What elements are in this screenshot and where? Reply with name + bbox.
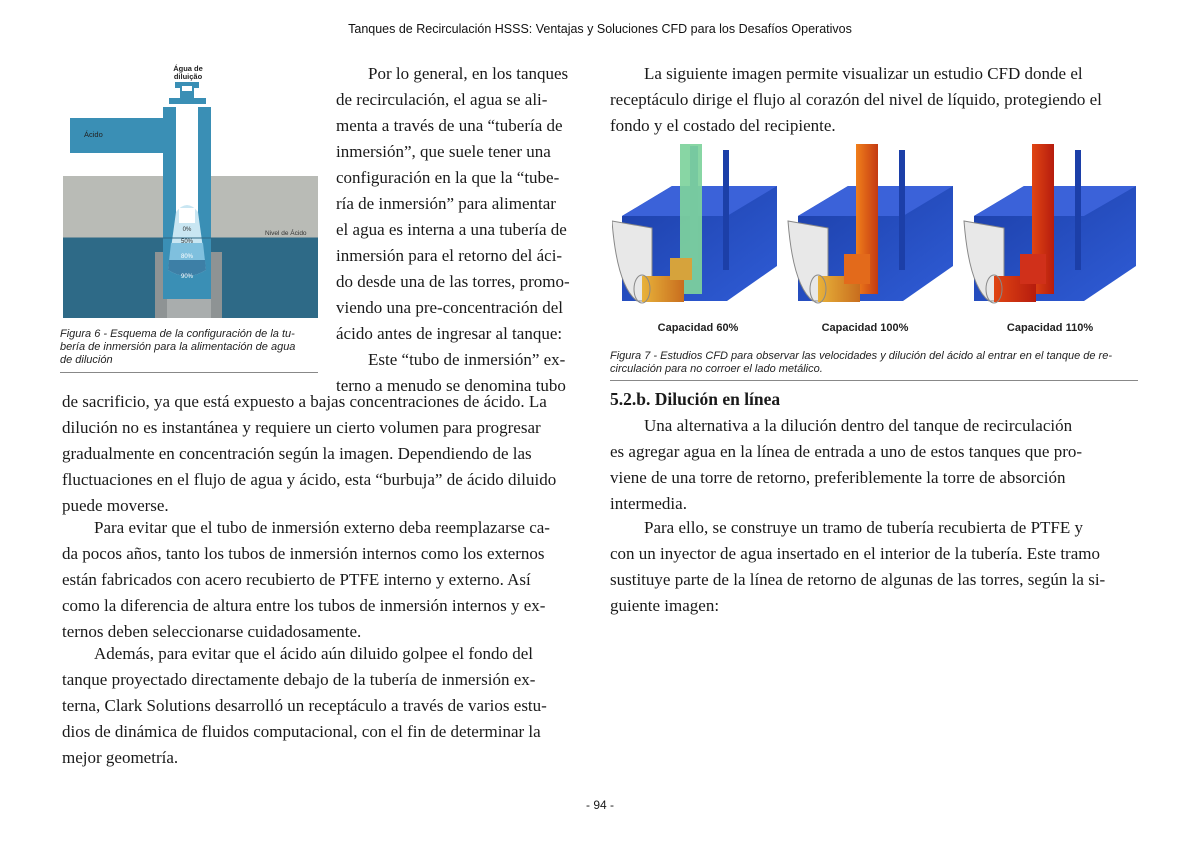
caption-line: Figura 7 - Estudios CFD para observar las velocidades y dilución del ácido al entrar en el tanque de re- bbox=[610, 350, 1112, 362]
pct-50: 50% bbox=[180, 239, 194, 245]
text-line: dios de dinámica de fluidos computacional, con el fin de determinar la bbox=[62, 722, 541, 741]
caption-line: de dilución bbox=[60, 354, 113, 366]
text-line: guiente imagen: bbox=[610, 596, 720, 615]
text-line: terna, Clark Solutions desarrolló un receptáculo a través de varios estu- bbox=[62, 696, 547, 715]
text-line: fluctuaciones en el flujo de agua y ácido, esta “burbuja” de ácido diluido bbox=[62, 470, 557, 489]
text-line: inmersión para el retorno del áci- bbox=[336, 246, 563, 265]
text-line: menta a través de una “tubería de bbox=[336, 116, 563, 135]
text-line: de sacrificio, ya que está expuesto a bajas concentraciones de ácido. La bbox=[62, 392, 547, 411]
text-line: configuración en la que la “tube- bbox=[336, 168, 560, 187]
text-line: mejor geometría. bbox=[62, 748, 179, 767]
text-line: el agua es interna a una tubería de bbox=[336, 220, 567, 239]
text-line: Para evitar que el tubo de inmersión externo deba reemplazarse ca- bbox=[94, 518, 550, 537]
water-label: Água de bbox=[173, 64, 203, 73]
text-line: ría de inmersión” para alimentar bbox=[336, 194, 556, 213]
pct-0: 0% bbox=[182, 227, 192, 233]
text-line: con un inyector de agua insertado en el interior de la tubería. Este tramo bbox=[610, 544, 1100, 563]
running-header: Tanques de Recirculación HSSS: Ventajas y Soluciones CFD para los Desafíos Operativos bbox=[348, 22, 852, 36]
text-line: viendo una pre-concentración del bbox=[336, 298, 564, 317]
text-line: tanque proyectado directamente debajo de la tubería de inmersión ex- bbox=[62, 670, 536, 689]
text-line: puede moverse. bbox=[62, 496, 169, 515]
page-number: - 94 - bbox=[585, 798, 614, 812]
acid-level-label: Nivel de Ácido bbox=[265, 230, 307, 237]
figure6-rule bbox=[60, 372, 318, 373]
ptfe-paragraph bbox=[62, 515, 592, 645]
caption-line: Figura 6 - Esquema de la configuración de la tu- bbox=[60, 328, 295, 340]
text-line: da pocos años, tanto los tubos de inmersión internos como los externos bbox=[62, 544, 545, 563]
text-line: sustituye parte de la línea de retorno de algunas de las torres, según la si- bbox=[610, 570, 1106, 589]
text-line: de recirculación, el agua se ali- bbox=[336, 90, 548, 109]
pct-90: 90% bbox=[180, 274, 194, 280]
ptfe-section-paragraph bbox=[610, 515, 1140, 619]
cfd-image-100 bbox=[788, 144, 953, 303]
text-line: Además, para evitar que el ácido aún diluido golpee el fondo del bbox=[94, 644, 534, 663]
cfd-label-110: Capacidad 110% bbox=[1006, 322, 1094, 334]
text-line: como la diferencia de altura entre los tubos de inmersión internos y ex- bbox=[62, 596, 546, 615]
cfd-image-60 bbox=[612, 144, 777, 303]
text-line: están fabricados con acero recubierto de PTFE interno y externo. Así bbox=[62, 570, 531, 589]
text-line: ternos deben seleccionarse cuidadosamente. bbox=[62, 622, 362, 641]
water-label-2: diluição bbox=[173, 72, 203, 81]
text-line: ácido antes de ingresar al tanque: bbox=[336, 324, 563, 343]
sacrificial-tube-paragraph bbox=[62, 389, 592, 519]
text-line: dilución no es instantánea y requiere un cierto volumen para progresar bbox=[62, 418, 541, 437]
text-line: do desde una de las torres, promo- bbox=[336, 272, 570, 291]
cfd-image-110 bbox=[964, 144, 1136, 303]
text-line: fondo y el costado del recipiente. bbox=[610, 116, 836, 135]
figure7-caption bbox=[610, 350, 1150, 376]
text-line: Por lo general, en los tanques bbox=[368, 64, 569, 83]
text-line: es agregar agua en la línea de entrada a uno de estos tanques que pro- bbox=[610, 442, 1083, 461]
text-line: Una alternativa a la dilución dentro del tanque de recirculación bbox=[644, 416, 1073, 435]
cfd-intro-paragraph bbox=[610, 61, 1140, 139]
caption-line: circulación para no corroer el lado metálico. bbox=[610, 363, 823, 375]
intro-paragraph bbox=[336, 61, 590, 399]
figure6-caption bbox=[60, 328, 325, 367]
text-line: receptáculo dirige el flujo al corazón del nivel de líquido, protegiendo el bbox=[610, 90, 1102, 109]
text-line: La siguiente imagen permite visualizar un estudio CFD donde el bbox=[644, 64, 1083, 83]
text-line: intermedia. bbox=[610, 494, 687, 513]
text-line: Para ello, se construye un tramo de tubería recubierta de PTFE y bbox=[644, 518, 1084, 537]
section-heading: 5.2.b. Dilución en línea bbox=[610, 389, 781, 409]
text-line: gradualmente en concentración según la imagen. Dependiendo de las bbox=[62, 444, 532, 463]
cfd-figure bbox=[612, 136, 1138, 318]
text-line: viene de una torre de retorno, preferiblemente la torre de absorción bbox=[610, 468, 1066, 487]
text-line: terno a menudo se denomina tubo bbox=[336, 376, 566, 395]
inline-dilution-paragraph bbox=[610, 413, 1140, 517]
cfd-label-60: Capacidad 60% bbox=[657, 322, 739, 334]
text-line: Este “tubo de inmersión” ex- bbox=[368, 350, 566, 369]
figure7-rule bbox=[610, 380, 1138, 381]
cfd-label-100: Capacidad 100% bbox=[821, 322, 909, 334]
text-line: inmersión”, que suele tener una bbox=[336, 142, 551, 161]
figure6-diagram bbox=[60, 60, 322, 320]
pct-80: 80% bbox=[180, 254, 194, 260]
acid-label: Ácido bbox=[84, 130, 103, 139]
caption-line: bería de inmersión para la alimentación de agua bbox=[60, 341, 296, 353]
clark-paragraph bbox=[62, 641, 592, 771]
